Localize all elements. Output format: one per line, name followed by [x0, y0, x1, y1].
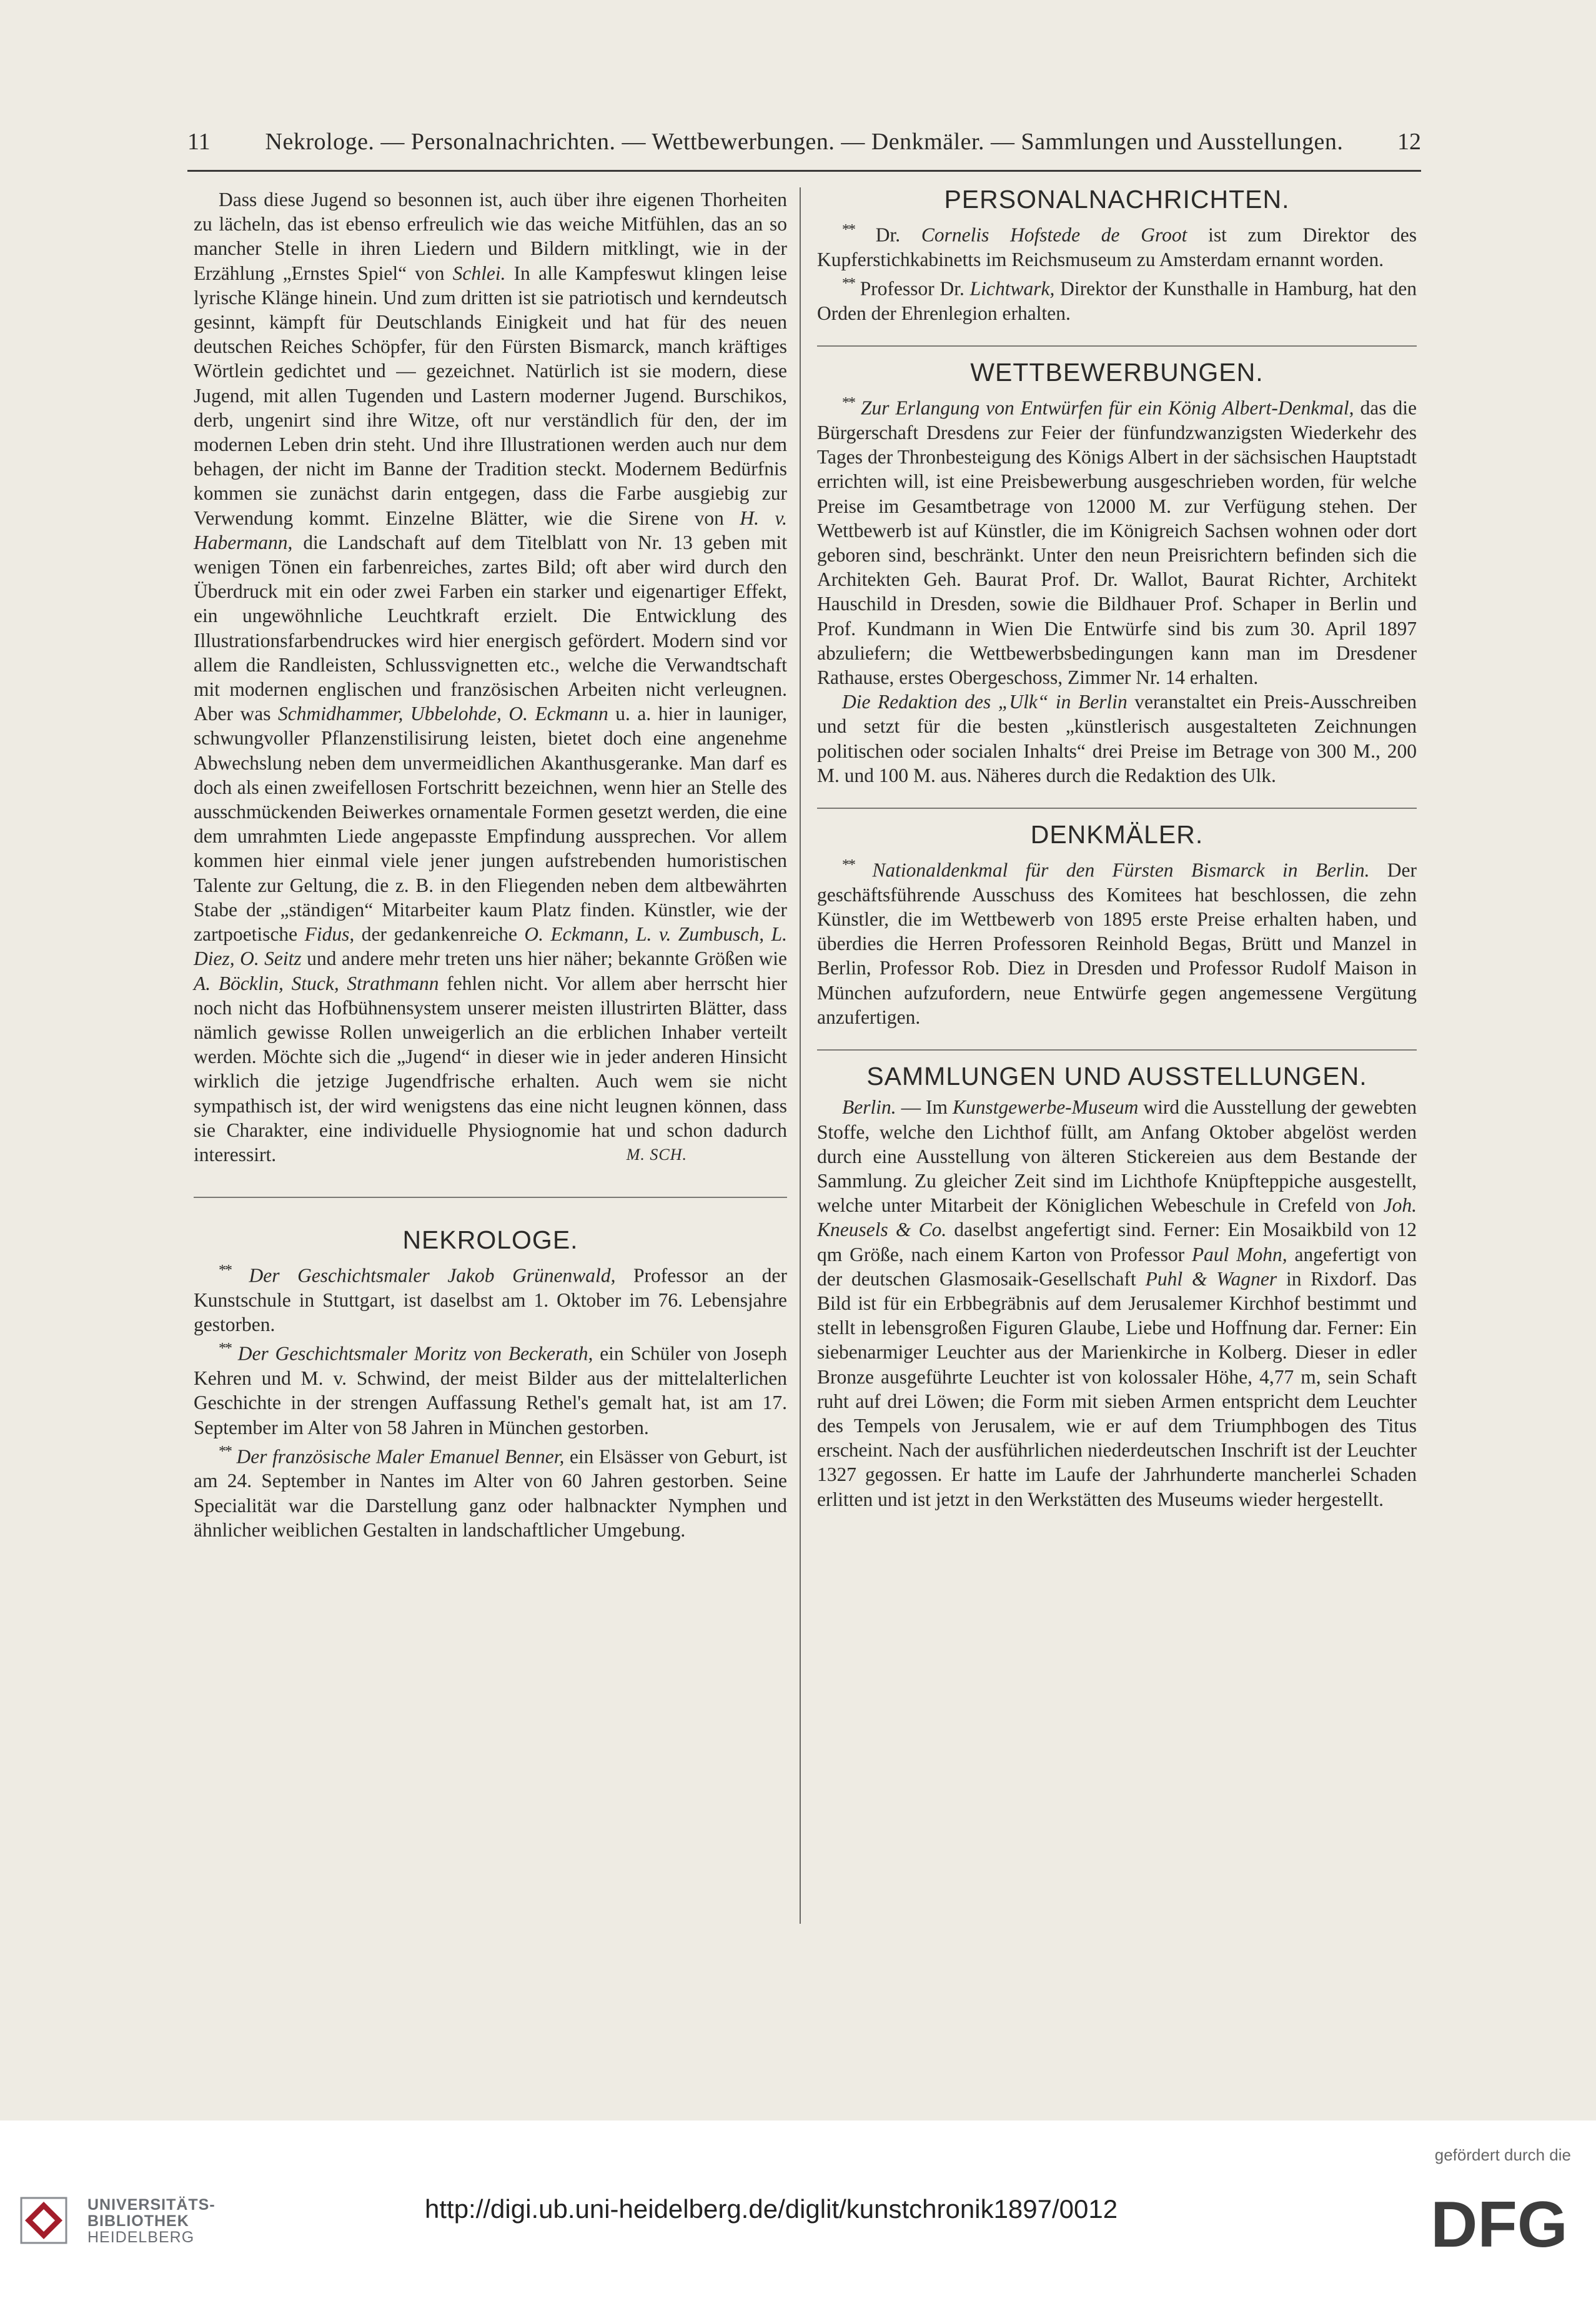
obituary-beckerath: ** Der Geschichtsmaler Moritz von Beckerath, ein Schüler von Joseph Kehren und M. v. Schwind, der meist Bilder aus der mittelalterlichen Geschichte in der strengen Auffassung Rethel's gemalt hat, ist am 17. September im Alter von 58 Jahren in München gestorben.: [194, 1340, 788, 1438]
obituary-gruenenwald: ** Der Geschichtsmaler Jakob Grünenwald, Professor an der Kunstschule in Stuttgart, ist daselbst am 1. Oktober im 76. Lebensjahre gestorben.: [194, 1262, 788, 1336]
running-title: Nekrologe. — Personalnachrichten. — Wettbewerbungen. — Denkmäler. — Sammlungen und Ausstellungen.: [265, 129, 1344, 155]
page-number-left: 11: [187, 129, 211, 155]
jugend-review-paragraph: Dass diese Jugend so besonnen ist, auch über ihre eigenen Thorheiten zu lächeln, das ist ebenso erfreulich wie das weiche Mitfühlen, das an so mancher Stelle in ihren Liedern und Bildern mitklingt, wie in der Erzählung „Ernstes Spiel“ von Schlei. In alle Kampfeswut klingen leise lyrische Klänge hinein. Und zum dritten ist sie patriotisch und kerndeutsch gesinnt, kämpft für Deutschlands Einigkeit und hat für des neuen deutschen Reiches Schöpfer, für den Fürsten Bismarck, manch kräftiges Wörtlein gedichtet und — gezeichnet. Natürlich ist sie modern, diese Jugend, mit allen Tugenden und Lastern moderner Jugend. Burschikos, derb, ungenirt sind ihre Witze, oft nur verständlich für den, der im modernen Leben drin steht. Und ihre Illustrationen werden auch nur dem behagen, der nicht im Banne der Tradition steckt. Modernem Bedürfnis kommen sie zunächst darin entgegen, dass die Farbe ausgiebig zur Verwendung kommt. Einzelne Blätter, wie die Sirene von H. v. Habermann, die Landschaft auf dem Titelblatt von Nr. 13 geben mit wenigen Tönen ein farbenreiches, zartes Bild; oft aber wird durch den Überdruck mit ein oder zwei Farben ein starker und eigenartiger Effekt, ein ungewöhnliche Leuchtkraft erzielt. Die Entwicklung des Illustrationsfarbendruckes wird hier energisch gefördert. Modern sind vor allem die Randleisten, Schlussvignetten etc., welche die Verwandtschaft mit modernen englischen und französischen Arbeiten nicht verleugnen. Aber was Schmidhammer, Ubbelohde, O. Eckmann u. a. hier in launiger, schwungvoller Pflanzenstilisirung leisten, bietet doch eine angenehme Abwechslung neben dem unvermeidlichen Akanthusgeranke. Man darf es doch als einen zweifellosen Fortschritt bezeichnen, wenn hier an Stelle des ausschmückenden Beiwerkes ornamentale Formen gesetzt werden, die eine dem umrahmten Liede angepasste Empfindung aussprechen. Vor allem kommen hier einmal viele jener jungen aufstrebenden humoristischen Talente zur Geltung, die z. B. in den Fliegenden neben dem altbewährten Stabe der „ständigen“ Mitarbeiter kaum Platz finden. Künstler, wie der zartpoetische Fidus, der gedankenreiche O. Eckmann, L. v. Zumbusch, L. Diez, O. Seitz und andere mehr treten uns hier näher; bekannte Größen wie A. Böcklin, Stuck, Strathmann fehlen nicht. Vor allem aber herrscht hier noch nicht das Hofbühnensystem unserer meisten illustrirten Blätter, dass nämlich gewisse Rollen unweigerlich an die erblichen Inhaber verteilt werden. Möchte sich die „Jugend“ in dieser wie in jeder anderen Hinsicht wirklich die jetzige Jugendfrische erhalten. Auch wem sie nicht sympathisch ist, der wird wenigstens das eine nicht leugnen können, dass sie Charakter, eine individuelle Physiognomie hat und schon dadurch interessirt. M. SCH.: [194, 187, 787, 1167]
section-rule: [817, 1049, 1417, 1051]
competition-albert-denkmal: ** Zur Erlangung von Entwürfen für ein König Albert-Denkmal, das die Bürgerschaft Dresdens zur Feier der fünfundzwanzigsten Wiederkehr des Tages der Thronbesteigung des Königs Albert in der sächsischen Hauptstadt errichten will, ist eine Preisbewerbung ausgeschrieben worden, für welche Preise im Gesamtbetrage von 12000 M. zur Verfügung stehen. Der Wettbewerb ist auf Künstler, die im Königreich Sachsen wohnen oder dort geboren sind, beschränkt. Unter den neun Preisrichtern befinden sich die Architekten Geh. Baurat Prof. Dr. Wallot, Baurat Richter, Architekt Hauschild in Dresden, sowie die Bildhauer Prof. Schaper in Berlin und Prof. Kundmann in Wien Die Entwürfe sind bis zum 30. April 1897 abzuliefern; die Wettbewerbsbedingungen kann man im Dresdener Rathause, erstes Obergeschoss, Zimmer Nr. 14 erhalten.: [817, 395, 1417, 688]
personal-hofstede: ** Dr. Cornelis Hofstede de Groot ist zum Direktor des Kupferstichkabinetts im Reichsmuseum zu Amsterdam ernannt worden.: [817, 222, 1417, 270]
author-signature: M. SCH.: [626, 1145, 687, 1164]
section-title-personalnachrichten: PERSONALNACHRICHTEN.: [944, 185, 1290, 214]
ub-line-3: HEIDELBERG: [87, 2229, 195, 2246]
section-title-denkmaeler: DENKMÄLER.: [1030, 819, 1204, 849]
ub-line-2: BIBLIOTHEK: [87, 2212, 189, 2230]
digitization-footer: [0, 2120, 1596, 2311]
dfg-funding-note: gefördert durch die: [1434, 2145, 1571, 2164]
exhibition-berlin: Berlin. — Im Kunstgewerbe-Museum wird die Ausstellung der gewebten Stoffe, welche den Lichthof füllt, am Anfang Oktober abgelöst werden durch eine Ausstellung von älteren Stickereien aus dem Bestande der Sammlung. Zu gleicher Zeit sind im Lichthofe Knüpfteppiche ausgestellt, welche unter Mitarbeit der Königlichen Webeschule in Crefeld von Joh. Kneusels & Co. daselbst angefertigt sind. Ferner: Ein Mosaikbild von 12 qm Größe, nach einem Karton von Professor Paul Mohn, angefertigt von der deutschen Glasmosaik-Gesellschaft Puhl & Wagner in Rixdorf. Das Bild ist für ein Erbbegräbnis auf dem Jerusalemer Kirchhof bestimmt und stellt in lebensgroßen Figuren Glaube, Liebe und Hoffnung dar. Ferner: Ein siebenarmiger Leuchter aus der Marienkirche in Kolberg. Dieser in edler Bronze ausgeführte Leuchter ist von kolossaler Höhe, 4,77 m, sein Schaft ruht auf drei Löwen; die Form mit sieben Armen entspricht dem Leuchter des Tempels von Jerusalem, wie er auf dem Triumphbogen des Titus erscheint. Nach der ausführlichen niederdeutschen Inschrift ist der Leuchter 1327 gegossen. Er hatte im Laufe der Jahrhunderte mancherlei Schaden erlitten und ist jetzt in den Werkstätten des Museums wieder hergestellt.: [817, 1096, 1417, 1510]
dfg-logo-text: DFG: [1430, 2189, 1568, 2258]
running-header: [187, 128, 1421, 166]
monument-bismarck: ** Nationaldenkmal für den Fürsten Bismarck in Berlin. Der geschäftsführende Ausschuss des Komitees hat beschlossen, die zehn Künstler, die im Wettbewerb von 1895 erste Preise erhalten haben, und überdies die Herren Professoren Reinhold Begas, Brütt und Manzel in Berlin, Professor Rob. Diez in Dresden und Professor Rudolf Maison in München aufzufordern, neue Entwürfe gegen angemessene Vergütung anzufertigen.: [817, 857, 1417, 1028]
section-title-wettbewerbungen: WETTBEWERBUNGEN.: [970, 358, 1264, 387]
ub-line-1: UNIVERSITÄTS-: [87, 2196, 216, 2214]
obituary-benner: ** Der französische Maler Emanuel Benner, ein Elsässer von Geburt, ist am 24. September in Nantes im Alter von 60 Jahren gestorben. Seine Specialität war die Darstellung ganz oder halbnackter Nymphen und ähnlicher weiblichen Gestalten in landschaftlicher Umgebung.: [194, 1443, 788, 1541]
dfg-logo-icon: [1427, 2189, 1571, 2258]
column-divider: [800, 187, 801, 1924]
header-rule: [187, 170, 1421, 172]
section-rule: [817, 345, 1417, 347]
university-library-name: [87, 2197, 216, 2245]
right-column: [817, 187, 1417, 1512]
section-rule: [817, 808, 1417, 809]
section-rule: [194, 1197, 787, 1198]
competition-ulk: Die Redaktion des „Ulk“ in Berlin veranstaltet ein Preis-Ausschreiben und setzt für die besten „künstlerisch ausgestalteten Zeichnungen politischen oder socialen Inhalts“ drei Preise im Betrage von 300 M., 200 M. und 100 M. aus. Näheres durch die Redaktion des Ulk.: [817, 691, 1417, 786]
permalink-url[interactable]: http://digi.ub.uni-heidelberg.de/diglit/kunstchronik1897/0012: [425, 2194, 1118, 2224]
university-library-logo-icon: [19, 2195, 69, 2245]
section-title-sammlungen: SAMMLUNGEN UND AUSSTELLUNGEN.: [866, 1062, 1367, 1091]
left-column: [194, 187, 787, 1542]
section-title-nekrologe: NEKROLOGE.: [402, 1225, 578, 1255]
personal-lichtwark: ** Professor Dr. Lichtwark, Direktor der Kunsthalle in Hamburg, hat den Orden der Ehrenlegion erhalten.: [817, 275, 1417, 324]
page-number-right: 12: [1397, 129, 1421, 155]
